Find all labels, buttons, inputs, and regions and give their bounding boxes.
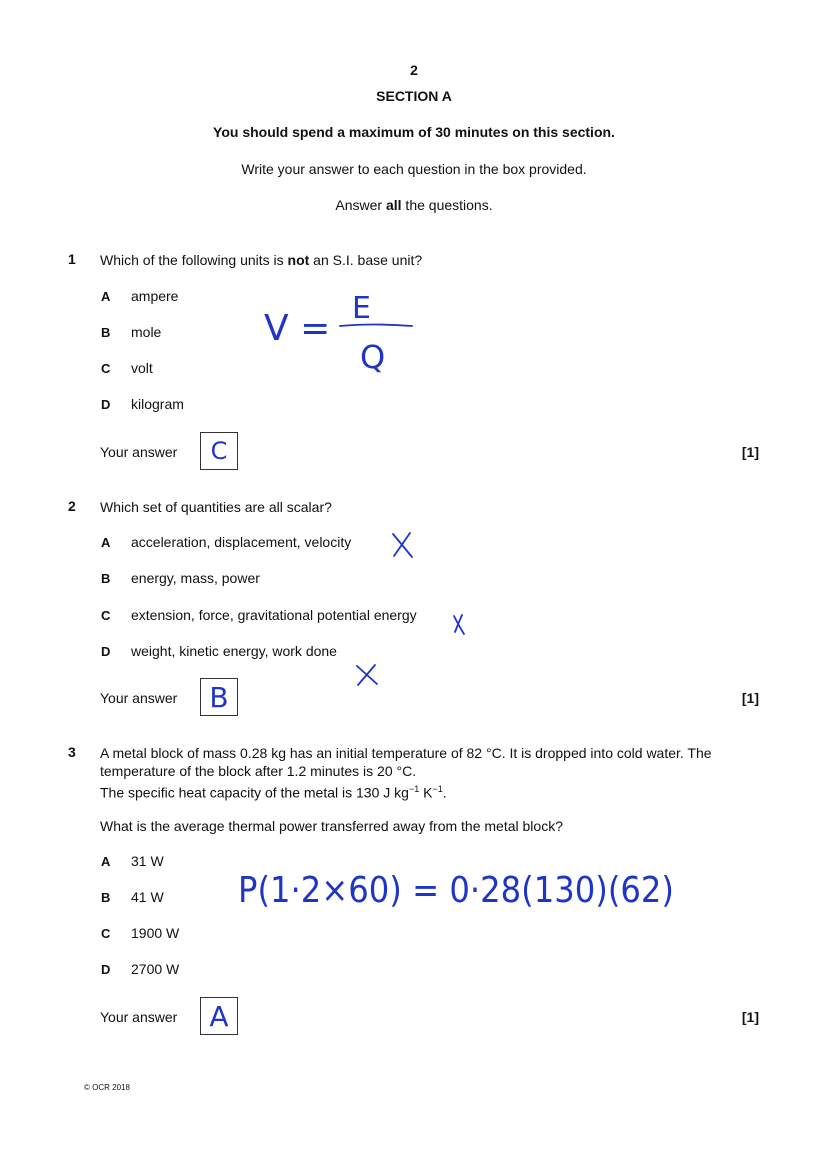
q3-answer-value: A <box>209 999 229 1033</box>
q3-answer-box[interactable] <box>200 997 238 1035</box>
question-2-number: 2 <box>68 498 76 514</box>
q2-answer-value: B <box>209 680 229 714</box>
q3-option-b-letter: B <box>101 890 111 905</box>
q3-answer-label: Your answer <box>100 1009 178 1025</box>
page-number: 2 <box>410 62 418 78</box>
instruction-all-bold: all <box>385 197 402 213</box>
q3-option-b-text: 41 W <box>131 889 164 905</box>
q3-handwritten-working <box>234 858 684 928</box>
q3-option-d-text: 2700 W <box>131 961 180 977</box>
q1-answer-box[interactable] <box>200 432 238 470</box>
q1-handwritten-formula <box>262 286 422 378</box>
q1-option-a-letter: A <box>101 289 111 304</box>
question-1-number: 1 <box>68 251 76 267</box>
q2-option-d-letter: D <box>101 644 111 659</box>
instruction-all-post: the questions. <box>401 197 493 213</box>
q3-working-text: P(1·2×60) = 0·28(130)(62) <box>238 870 674 911</box>
q1-formula-numerator: E <box>352 291 371 326</box>
instruction-time: You should spend a maximum of 30 minutes on this section. <box>213 124 615 140</box>
q2-marks: [1] <box>741 690 759 706</box>
question-1-text-post: an S.I. base unit? <box>309 252 423 268</box>
q3-option-d-letter: D <box>101 962 111 977</box>
q3-option-c-text: 1900 W <box>131 925 180 941</box>
instruction-all-pre: Answer <box>335 197 386 213</box>
footer-copyright: © OCR 2018 <box>84 1083 130 1092</box>
q3-stem-line-2: temperature of the block after 1.2 minutes is 20 °C. <box>100 763 417 779</box>
q3-stem-line-1: A metal block of mass 0.28 kg has an initial temperature of 82 °C. It is dropped into cold water. The <box>100 745 712 761</box>
q3-option-a-letter: A <box>101 854 111 869</box>
q2-cross-mark-d <box>353 662 383 688</box>
q2-option-c-text: extension, force, gravitational potential energy <box>131 607 417 623</box>
q3-line3-exp1: −1 <box>408 784 420 794</box>
q3-question: What is the average thermal power transferred away from the metal block? <box>100 818 563 834</box>
q3-line3-mid: K <box>419 784 433 801</box>
section-title: SECTION A <box>376 88 452 104</box>
q2-cross-mark-c <box>450 612 470 638</box>
q1-option-a-text: ampere <box>131 288 179 304</box>
instruction-all <box>0 197 828 213</box>
q2-answer-label: Your answer <box>100 690 178 706</box>
q1-answer-value: C <box>210 437 228 465</box>
q1-answer-label: Your answer <box>100 444 178 460</box>
q2-option-a-letter: A <box>101 535 111 550</box>
q1-formula-denominator: Q <box>360 338 386 376</box>
q2-answer-box[interactable] <box>200 678 238 716</box>
q1-option-c-letter: C <box>101 361 111 376</box>
q3-marks: [1] <box>741 1009 759 1025</box>
question-1-text-bold: not <box>287 252 310 268</box>
q1-formula-lhs: V = <box>264 308 331 349</box>
q2-option-b-letter: B <box>101 571 111 586</box>
q1-marks: [1] <box>741 444 759 460</box>
question-1-text-pre: Which of the following units is <box>100 252 288 268</box>
question-3-number: 3 <box>68 744 76 760</box>
q2-option-c-letter: C <box>101 608 111 623</box>
q1-option-d-letter: D <box>101 397 111 412</box>
q3-option-a-text: 31 W <box>131 853 164 869</box>
q3-line3-pre: The specific heat capacity of the metal is 130 J kg <box>100 784 409 801</box>
q3-line3-post: . <box>442 784 447 801</box>
q1-option-b-letter: B <box>101 325 111 340</box>
q1-option-b-text: mole <box>131 324 162 340</box>
q1-fraction-line <box>340 325 412 327</box>
q2-cross-mark-a <box>388 530 418 560</box>
q1-option-d-text: kilogram <box>131 396 184 412</box>
q3-option-c-letter: C <box>101 926 111 941</box>
q2-option-d-text: weight, kinetic energy, work done <box>131 643 337 659</box>
q2-option-a-text: acceleration, displacement, velocity <box>131 534 352 550</box>
q2-option-b-text: energy, mass, power <box>131 570 260 586</box>
q1-option-c-text: volt <box>131 360 153 376</box>
instruction-box: Write your answer to each question in the box provided. <box>241 161 587 177</box>
q3-stem-line-3 <box>100 780 447 802</box>
question-2-text: Which set of quantities are all scalar? <box>100 499 332 515</box>
q3-line3-exp2: −1 <box>432 784 443 794</box>
question-1-text <box>100 251 422 269</box>
